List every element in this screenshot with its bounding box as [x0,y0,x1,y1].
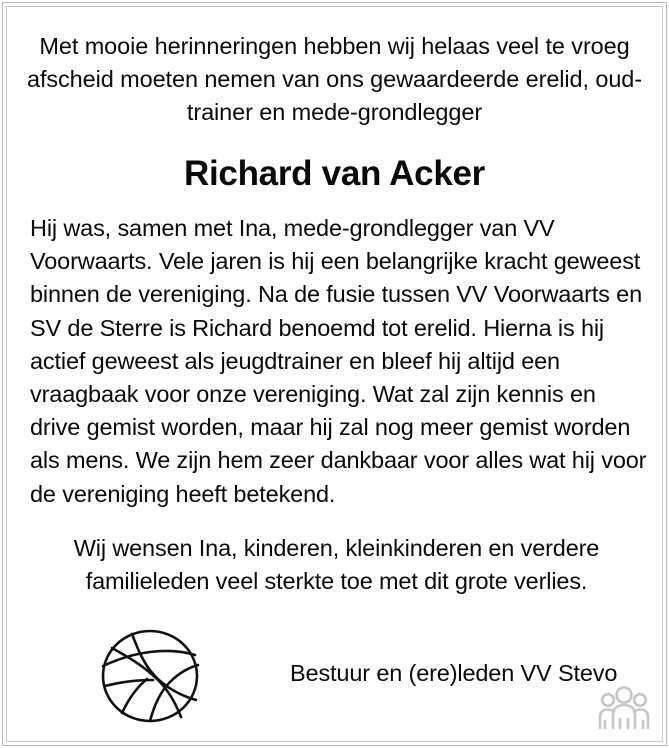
deceased-name: Richard van Acker [184,154,485,193]
intro-text: Met mooie herinneringen hebben wij helaas veel te vroeg afscheid moeten nemen van ons gewaardeerde erelid, oud-trainer en mede-grondlegger [26,33,643,125]
notice-sheet [8,8,661,740]
tribute-body-text: Hij was, samen met Ina, mede-grondlegger van VV Voorwaarts. Vele jaren is hij een belangrijke kracht geweest binnen de vereniging. Na de fusie tussen VV Voorwaarts en SV de Sterre is Richard benoemd tot erelid. Hierna is hij actief geweest als jeugdtrainer en bleef hij altijd een vraagbaak voor onze vereniging. Wat zal zijn kennis en drive gemist worden, maar hij zal nog meer gemist worden als mens. We zijn hem zeer dankbaar voor alles wat hij voor de vereniging heeft betekend. [30,215,647,507]
signature-text: Bestuur en (ere)leden VV Stevo [290,660,618,686]
condolence-wishes-text: Wij wensen Ina, kinderen, kleinkinderen en verdere familieleden veel sterkte toe met dit grote verlies. [73,534,600,594]
notice-footer [20,620,649,738]
volleyball-icon [98,628,202,724]
people-group-watermark-icon [594,683,654,735]
